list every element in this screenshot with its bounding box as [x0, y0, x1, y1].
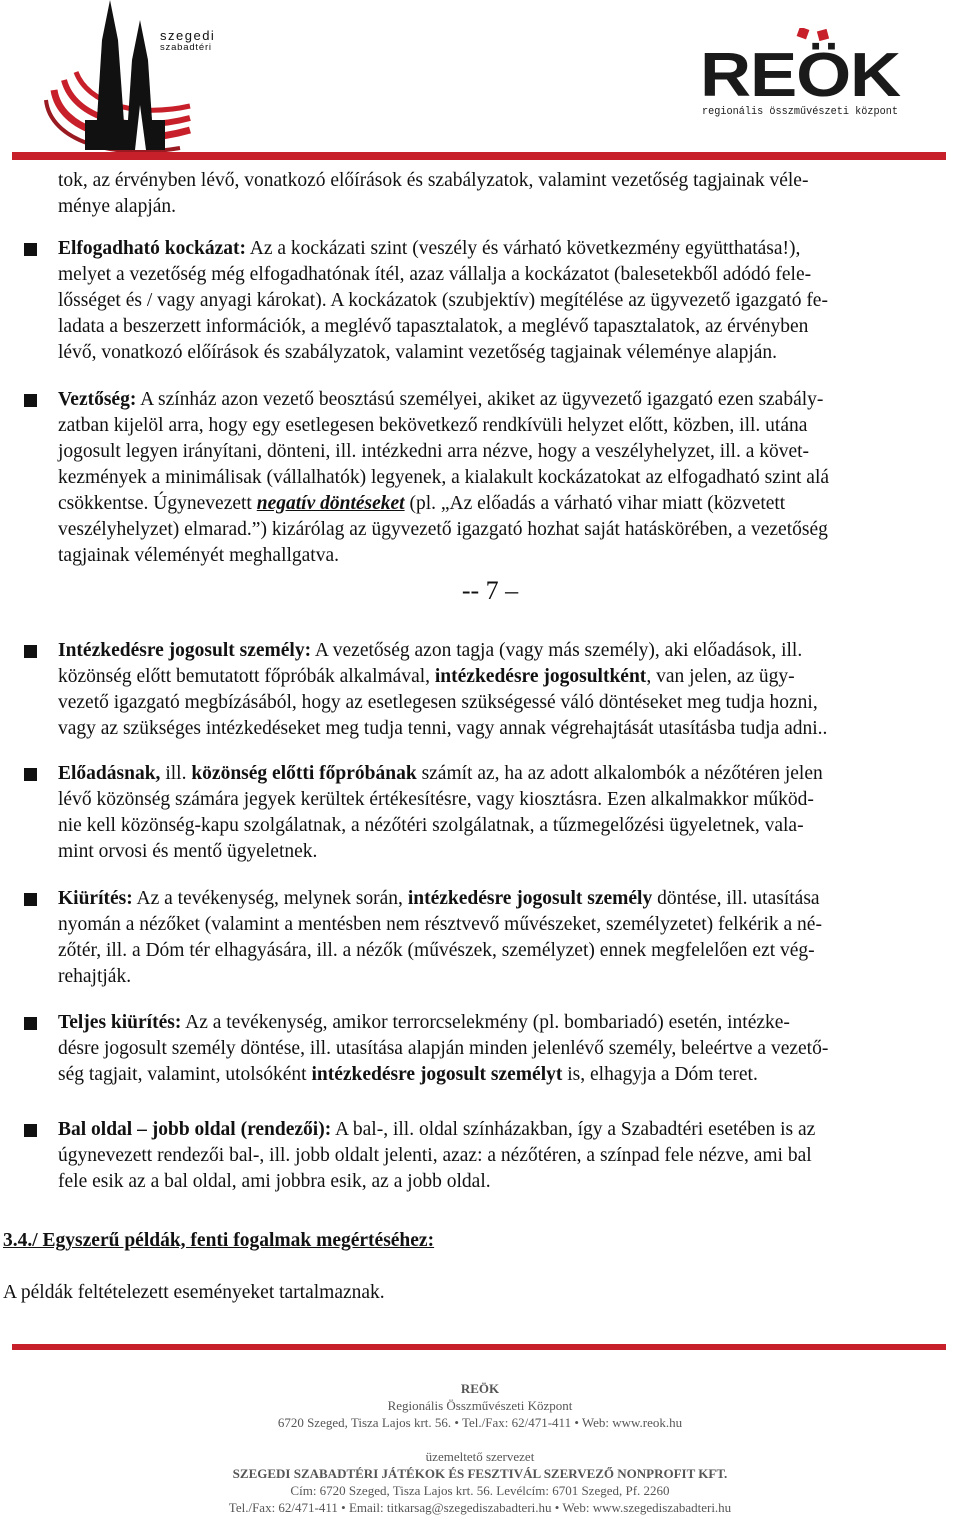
footer-org-address: 6720 Szeged, Tisza Lajos krt. 56. • Tel./Fax: 62/471-411 • Web: www.reok.hu	[277, 1415, 683, 1430]
definition-kiurites: Kiürítés: Az a tevékenység, melynek során, intézkedésre jogosult személy döntése, ill. utasítása nyomán a nézőket (valamint a mentésben nem résztvevő művészeket, személyzetet) felkérik a né- zőtér, ill. a Dóm tér elhagyására, ill. a nézők (művészek, személyzet) ennek megfelelően ezt vég- rehajtják.	[58, 888, 822, 987]
svg-text:szabadtéri: szabadtéri	[160, 42, 212, 53]
term: Elfogadható kockázat:	[58, 238, 246, 259]
definition-intezkedesre-jogosult: Intézkedésre jogosult személy: A vezetőség azon tagja (vagy más személy), aki előadások, ill. közönség előtt bemutatott főpróbák alkalmával, intézkedésre jogosultként, van jelen, az ügy- vezető igazgató megbízásából, hogy az esetlegesen szükségessé váló döntéseket meg tudja hozni, vagy az szükséges intézkedéseket meg tudja tenni, vagy annak végrehajtását utasításba tudja adni..	[58, 640, 828, 739]
bullet-icon	[24, 243, 37, 256]
term: Előadásnak,	[58, 763, 161, 784]
definition-veztoseg: Veztőség: A színház azon vezető beosztású személyei, akiket az ügyvezető igazgató ezen szabály- zatban kijelöl arra, hogy egy esetlegesen bekövetkező rendkívüli helyzet előtt, közben, ill. utána jogosult legyen irányítani, dönteni, ill. intézkedni arra nézve, hogy a veszélyhelyzet, ill. a követ- kezmények a minimálisak (vállalhatók) legyenek, a kialakult kockázatokat az elfogadható szint alá csökkentse. Úgynevezett negatív döntéseket (pl. „Az előadás a várható vihar miatt (közvetett veszélyhelyzet) elmarad.”) kizárólag az ügyvezető igazgató hozhat saját hatáskörében, a vezetőség tagjainak véleményét meghallgatva.	[58, 389, 830, 566]
definition-eloadas: Előadásnak, ill. közönség előtti főpróbának számít az, ha az adott alkalombók a nézőtéren jelen lévő közönség számára jegyek kerültek értékesítésre, vagy kiosztásra. Ezen alkalmakkor működ- nie kell közönség-kapu szolgálatnak, a nézőtéri szolgálatnak, a tűzmegelőzési ügyeletnek, vala- mint orvosi és mentő ügyeletnek.	[58, 763, 823, 862]
term: Veztőség:	[58, 389, 137, 410]
footer-org: REÖK	[460, 1381, 500, 1396]
cathedral-logo-icon	[40, 0, 230, 152]
footer-rule	[12, 1344, 946, 1350]
section-heading: 3.4./ Egyszerű példák, fenti fogalmak megértéséhez:	[3, 1230, 435, 1251]
footer-company-address: Cím: 6720 Szeged, Tisza Lajos krt. 56. Levélcím: 6701 Szeged, Pf. 2260	[290, 1483, 670, 1498]
footer-operator-label: üzemeltető szervezet	[425, 1449, 535, 1464]
bullet-icon	[24, 1124, 37, 1137]
reok-logo-icon	[700, 28, 905, 120]
bullet-icon	[24, 893, 37, 906]
bullet-icon	[24, 768, 37, 781]
section-text: A példák feltételezett eseményeket tartalmaznak.	[3, 1282, 385, 1303]
footer-company-contact: Tel./Fax: 62/471-411 • Email: titkarsag@szegediszabadteri.hu • Web: www.szegediszabadteri.hu	[228, 1500, 732, 1515]
term: Teljes kiürítés:	[58, 1012, 182, 1033]
bullet-icon	[24, 1017, 37, 1030]
footer-company: SZEGEDI SZABADTÉRI JÁTÉKOK ÉS FESZTIVÁL SZERVEZŐ NONPROFIT KFT.	[232, 1466, 728, 1481]
emphasis-negativ-donteseket: negatív döntéseket	[256, 493, 405, 514]
szegedi-szabadteri-logo	[40, 0, 230, 152]
header-rule	[12, 152, 946, 160]
paragraph-continuation: tok, az érvényben lévő, vonatkozó előírások és szabályzatok, valamint vezetőség tagjainak véle- ménye alapján.	[58, 170, 809, 217]
bullet-icon	[24, 645, 37, 658]
svg-text:REÖK: REÖK	[700, 41, 902, 110]
term: Kiürítés:	[58, 888, 133, 909]
definition-elfogadhato-kockazat: Elfogadható kockázat: Az a kockázati szint (veszély és várható következmény együtthatása!), melyet a vezetőség még elfogadhatónak ítél, azaz vállalja a kockázatot (balesetekből adódó fele- lősséget és / vagy anyagi károkat). A kockázatok (szubjektív) megítélése az ügyvezető igazgató fe- ladata a beszerzett információk, a meglévő tapasztalatok, a meglévő tapasztalatok, az érvényben lévő, vonatkozó előírások és szabályzatok, valamint vezetőség tagjainak véleménye alapján.	[58, 238, 828, 363]
term: Bal oldal – jobb oldal (rendezői):	[58, 1119, 332, 1140]
svg-text:szegedi: szegedi	[160, 28, 216, 43]
footer	[0, 1380, 960, 1516]
footer-org-full: Regionális Összművészeti Központ	[387, 1398, 573, 1413]
bullet-icon	[24, 394, 37, 407]
definition-teljes-kiurites: Teljes kiürítés: Az a tevékenység, amikor terrorcselekmény (pl. bombariadó) esetén, intézke- désre jogosult személy döntése, ill. utasítása alapján minden jelenlévő személy, beleértve a vezető- ség tagjait, valamint, utolsóként intézkedésre jogosult személyt is, elhagyja a Dóm teret.	[58, 1012, 829, 1085]
page-number: -- 7 –	[461, 576, 519, 605]
definition-bal-jobb-oldal: Bal oldal – jobb oldal (rendezői): A bal-, ill. oldal színházakban, így a Szabadtéri esetében is az úgynevezett rendezői bal-, ill. jobb oldalt jelenti, azaz: a nézőtéren, a színpad fele nézve, ami bal fele esik az a bal oldal, ami jobbra esik, az a jobb oldal.	[58, 1119, 816, 1192]
reok-logo	[700, 28, 905, 120]
svg-text:regionális összművészeti közpo: regionális összművészeti központ	[702, 106, 898, 118]
term: Intézkedésre jogosult személy:	[58, 640, 312, 661]
